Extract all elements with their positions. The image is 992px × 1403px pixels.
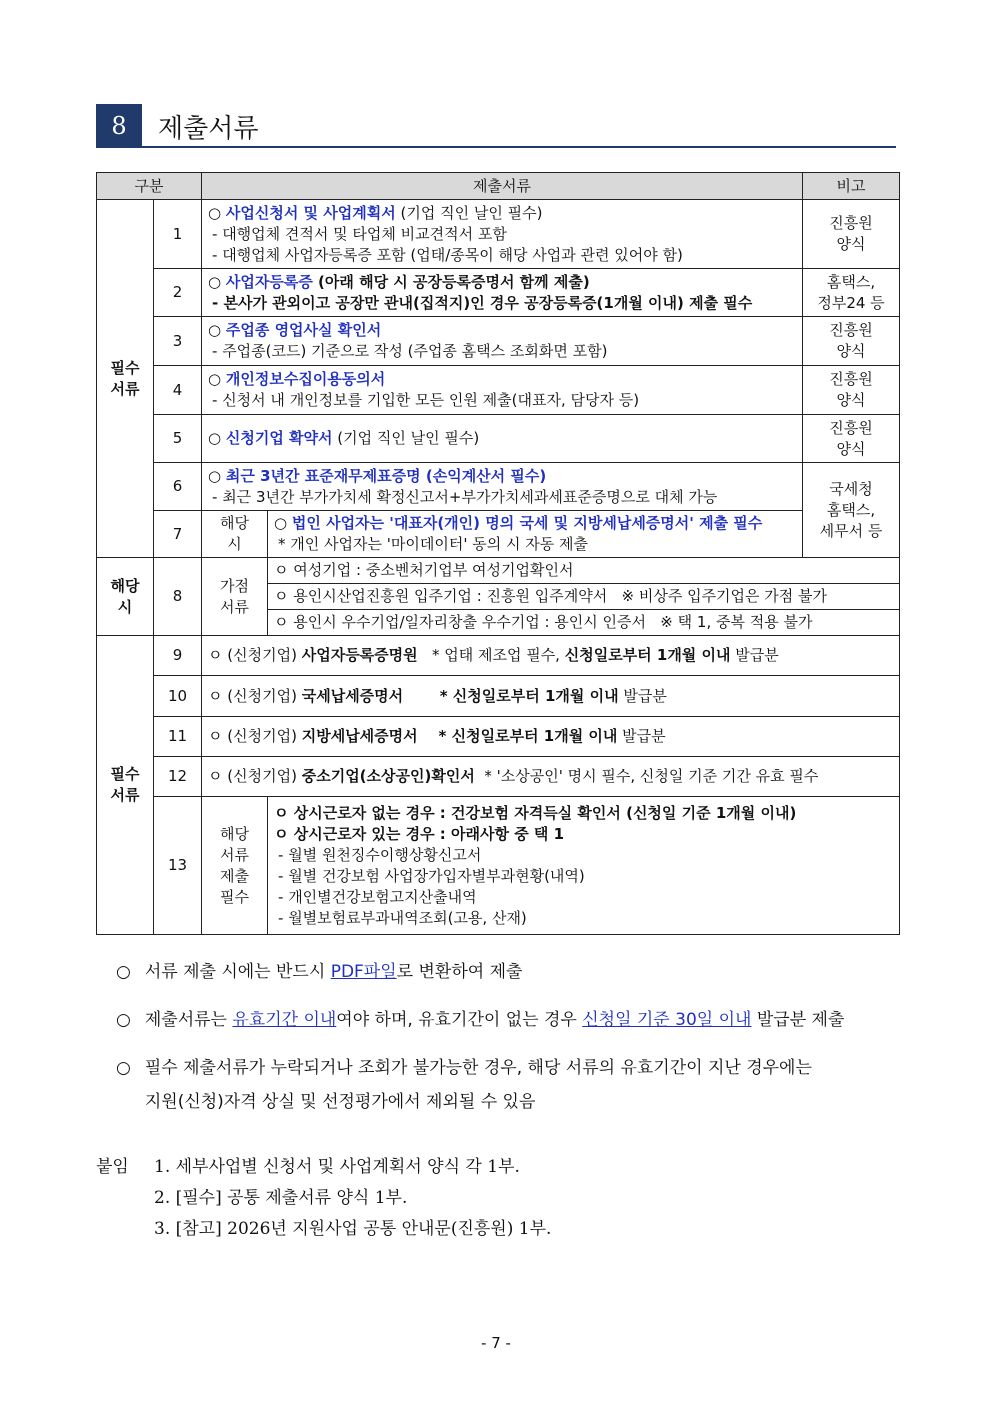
attachment-item: 2. [필수] 공통 제출서류 양식 1부. bbox=[154, 1188, 408, 1208]
row-condition: 해당 서류 제출 필수 bbox=[202, 797, 268, 935]
row-content: ㅇ (신청기업) 사업자등록증명원 * 업태 제조업 필수, 신청일로부터 1개월 이내 발급분 bbox=[202, 636, 900, 676]
bonus-item: ㅇ 용인시 우수기업/일자리창출 우수기업 : 용인시 인증서 ※ 택 1, 중복 적용 불가 bbox=[268, 610, 900, 636]
note-item: ○ 서류 제출 시에는 반드시 PDF파일로 변환하여 제출 bbox=[116, 955, 896, 989]
header-docs: 제출서류 bbox=[202, 173, 803, 200]
row-content: ㅇ (신청기업) 국세납세증명서 * 신청일로부터 1개월 이내 발급분 bbox=[202, 676, 900, 717]
group-conditional-label: 해당 시 bbox=[97, 558, 154, 636]
row-content: ○ 사업자등록증 (아래 해당 시 공장등록증명서 함께 제출) - 본사가 관외이고 공장만 관내(집적지)인 경우 공장등록증(1개월 이내) 제출 필수 bbox=[202, 269, 803, 317]
attachments-label: 붙임 bbox=[96, 1157, 129, 1177]
row-note: 진흥원 양식 bbox=[803, 415, 900, 463]
group-required-label: 필수 서류 bbox=[97, 200, 154, 558]
row-content: ○ 개인정보수집이용동의서 - 신청서 내 개인정보를 기입한 모든 인원 제출(대표자, 담당자 등) bbox=[202, 366, 803, 415]
attachment-item: 3. [참고] 2026년 지원사업 공통 안내문(진흥원) 1부. bbox=[154, 1219, 552, 1239]
row-content: ㅇ 상시근로자 없는 경우 : 건강보험 자격득실 확인서 (신청일 기준 1개월 이내) ㅇ 상시근로자 있는 경우 : 아래사항 중 택 1 - 월별 원천징수이행상황신고서 - 월별 건강보험 사업장가입자별부과현황(내역) - 개인별건강보험고지산출내역 - 월별보험료부과내역조회(고용, 산재) bbox=[268, 797, 900, 935]
row-number: 1 bbox=[154, 200, 202, 269]
row-number: 6 bbox=[154, 463, 202, 511]
row-number: 5 bbox=[154, 415, 202, 463]
row-content: ○ 신청기업 확약서 (기업 직인 날인 필수) bbox=[202, 415, 803, 463]
note-item: ○ 필수 제출서류가 누락되거나 조회가 불가능한 경우, 해당 서류의 유효기간이 지난 경우에는 지원(신청)자격 상실 및 선정평가에서 제외될 수 있음 bbox=[116, 1051, 896, 1119]
row-number: 11 bbox=[154, 717, 202, 757]
row-number: 10 bbox=[154, 676, 202, 717]
row-number: 3 bbox=[154, 317, 202, 366]
circle-icon: ○ bbox=[116, 1010, 131, 1030]
section-number: 8 bbox=[96, 104, 142, 148]
circle-icon: ○ bbox=[116, 1058, 131, 1078]
circle-icon: ○ bbox=[116, 962, 131, 982]
row-number: 9 bbox=[154, 636, 202, 676]
row-note: 홈택스, 정부24 등 bbox=[803, 269, 900, 317]
bonus-item: ㅇ 용인시산업진흥원 입주기업 : 진흥원 입주계약서 ※ 비상주 입주기업은 가점 불가 bbox=[268, 584, 900, 610]
row-number: 12 bbox=[154, 757, 202, 797]
section-divider bbox=[96, 146, 896, 148]
section-title: 제출서류 bbox=[158, 114, 259, 144]
row-content: ○ 사업신청서 및 사업계획서 (기업 직인 날인 필수) - 대행업체 견적서 및 타업체 비교견적서 포함 - 대행업체 사업자등록증 포함 (업태/종목이 해당 사업과 관련 있어야 함) bbox=[202, 200, 803, 269]
note-item: ○ 제출서류는 유효기간 이내여야 하며, 유효기간이 없는 경우 신청일 기준 30일 이내 발급분 제출 bbox=[116, 1003, 896, 1037]
notes bbox=[116, 955, 896, 1133]
attachment-item: 1. 세부사업별 신청서 및 사업계획서 양식 각 1부. bbox=[154, 1157, 520, 1177]
row-number: 4 bbox=[154, 366, 202, 415]
attachments bbox=[96, 1152, 551, 1245]
row-note: 국세청 홈택스, 세무서 등 bbox=[803, 463, 900, 558]
group-required-label-2: 필수 서류 bbox=[97, 636, 154, 935]
page-number: - 7 - bbox=[481, 1334, 511, 1352]
header-category: 구분 bbox=[97, 173, 202, 200]
documents-table bbox=[96, 172, 900, 935]
row-number: 13 bbox=[154, 797, 202, 935]
row-content: ㅇ (신청기업) 중소기업(소상공인)확인서 * '소상공인' 명시 필수, 신청일 기준 기간 유효 필수 bbox=[202, 757, 900, 797]
row-content: ○ 최근 3년간 표준재무제표증명 (손익계산서 필수) - 최근 3년간 부가가치세 확정신고서+부가가치세과세표준증명으로 대체 가능 bbox=[202, 463, 803, 511]
row-condition: 가점 서류 bbox=[202, 558, 268, 636]
row-condition: 해당 시 bbox=[202, 511, 268, 558]
row-note: 진흥원 양식 bbox=[803, 200, 900, 269]
row-note: 진흥원 양식 bbox=[803, 317, 900, 366]
row-content: ㅇ (신청기업) 지방세납세증명서 * 신청일로부터 1개월 이내 발급분 bbox=[202, 717, 900, 757]
header-note: 비고 bbox=[803, 173, 900, 200]
row-number: 7 bbox=[154, 511, 202, 558]
bonus-item: ㅇ 여성기업 : 중소벤처기업부 여성기업확인서 bbox=[268, 558, 900, 584]
row-note: 진흥원 양식 bbox=[803, 366, 900, 415]
row-content: ○ 주업종 영업사실 확인서 - 주업종(코드) 기준으로 작성 (주업종 홈택스 조회화면 포함) bbox=[202, 317, 803, 366]
row-number: 2 bbox=[154, 269, 202, 317]
row-content: ○ 법인 사업자는 '대표자(개인) 명의 국세 및 지방세납세증명서' 제출 필수 * 개인 사업자는 '마이데이터' 동의 시 자동 제출 bbox=[268, 511, 803, 558]
row-number: 8 bbox=[154, 558, 202, 636]
